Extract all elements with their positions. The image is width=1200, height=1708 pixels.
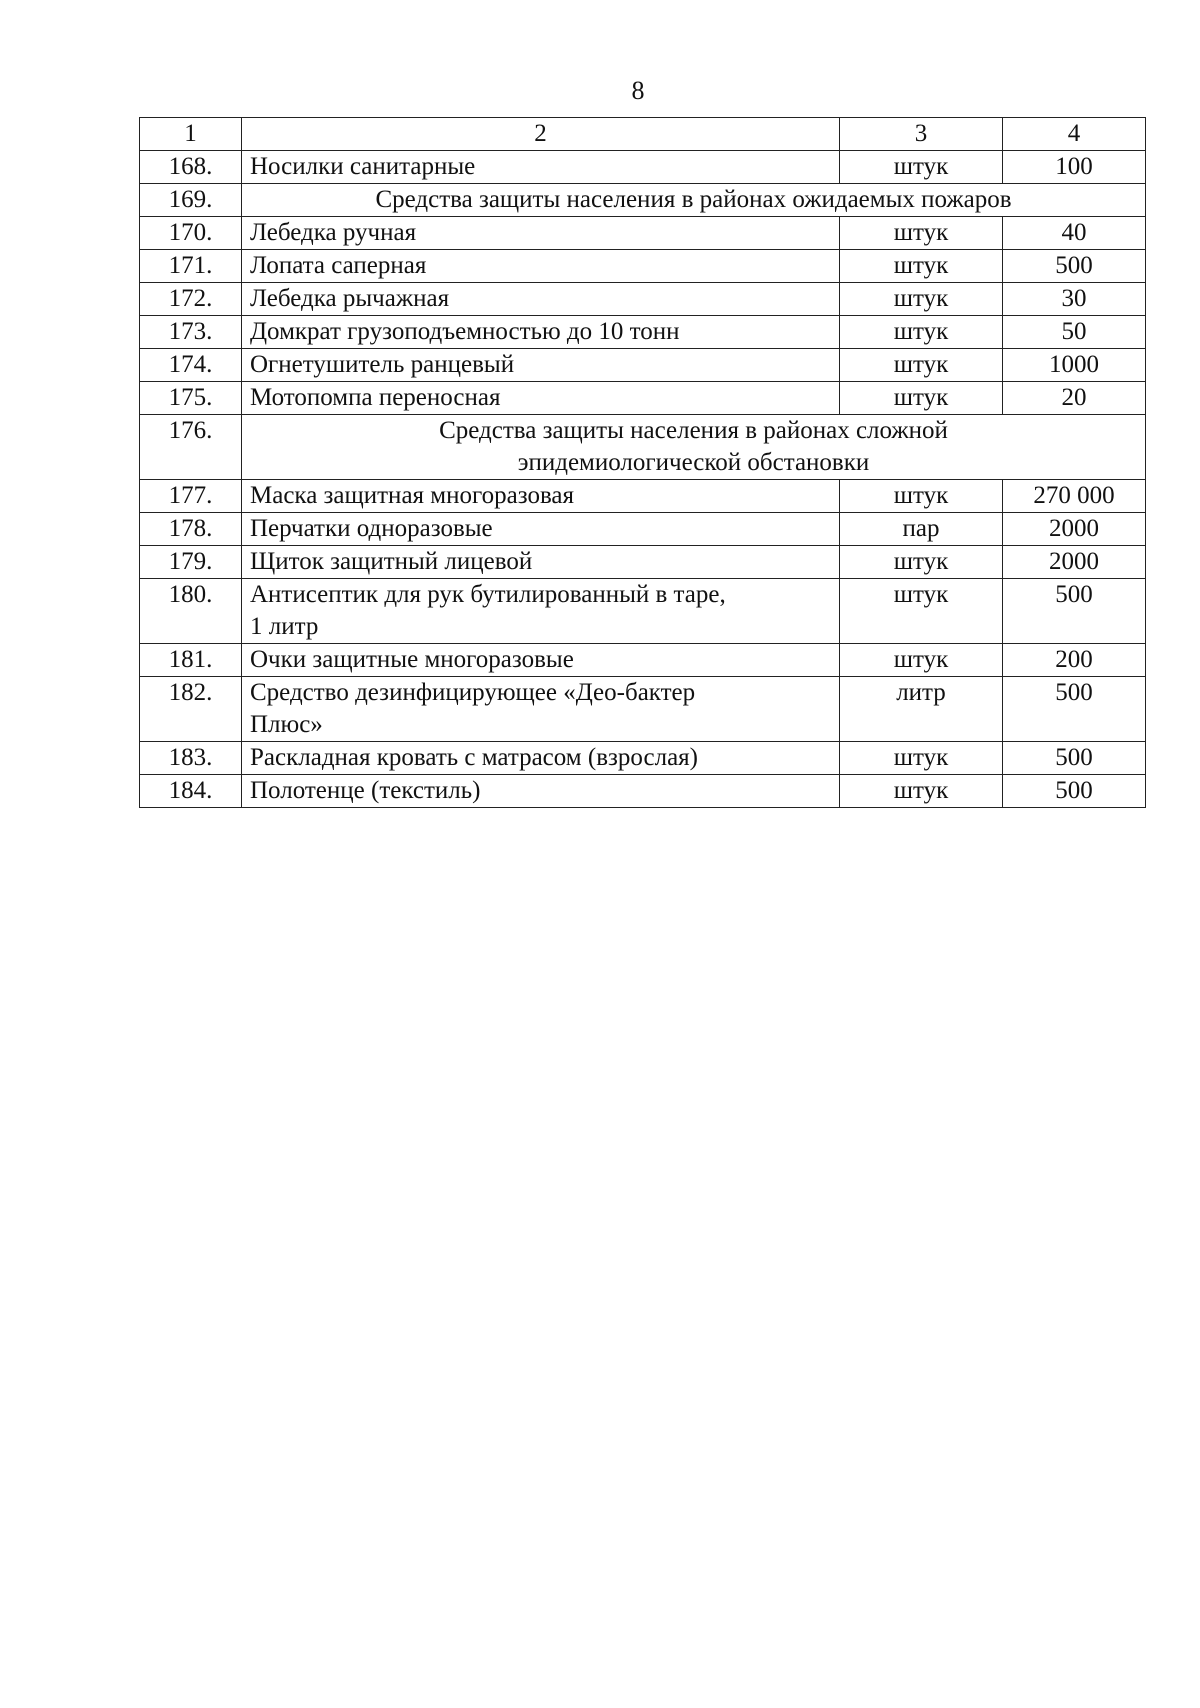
row-number: 171. (140, 250, 242, 283)
section-row (140, 184, 1146, 217)
row-number: 182. (140, 677, 242, 742)
item-unit: штук (840, 151, 1003, 184)
item-name: Щиток защитный лицевой (242, 546, 840, 579)
item-quantity: 500 (1003, 250, 1146, 283)
item-name: Маска защитная многоразовая (242, 480, 840, 513)
item-name: Лебедка ручная (242, 217, 840, 250)
item-name: Раскладная кровать с матрасом (взрослая) (242, 742, 840, 775)
item-unit: штук (840, 579, 1003, 644)
table-row (140, 579, 1146, 644)
item-name: Перчатки одноразовые (242, 513, 840, 546)
item-name: Домкрат грузоподъемностью до 10 тонн (242, 316, 840, 349)
table-row (140, 250, 1146, 283)
item-quantity: 100 (1003, 151, 1146, 184)
item-unit: штук (840, 480, 1003, 513)
item-quantity: 20 (1003, 382, 1146, 415)
item-name: Лопата саперная (242, 250, 840, 283)
item-quantity: 40 (1003, 217, 1146, 250)
row-number: 177. (140, 480, 242, 513)
table-row (140, 217, 1146, 250)
item-quantity: 30 (1003, 283, 1146, 316)
item-quantity: 500 (1003, 742, 1146, 775)
item-name: Огнетушитель ранцевый (242, 349, 840, 382)
table-row (140, 480, 1146, 513)
row-number: 184. (140, 775, 242, 808)
header-col-1: 1 (140, 118, 242, 151)
item-unit: штук (840, 546, 1003, 579)
item-unit: штук (840, 775, 1003, 808)
item-name-line: 1 литр (250, 613, 319, 640)
item-unit: штук (840, 349, 1003, 382)
item-unit: штук (840, 283, 1003, 316)
item-unit: штук (840, 250, 1003, 283)
item-name: Лебедка рычажная (242, 283, 840, 316)
table-row (140, 151, 1146, 184)
item-name-line: Плюс» (250, 711, 323, 738)
item-quantity: 500 (1003, 775, 1146, 808)
table-row (140, 513, 1146, 546)
supplies-table (139, 117, 1146, 808)
row-number: 183. (140, 742, 242, 775)
item-name-line: Средство дезинфицирующее «Део-бактер (250, 679, 696, 706)
item-name (242, 579, 840, 644)
row-number: 168. (140, 151, 242, 184)
section-title: Средства защиты населения в районах ожидаемых пожаров (242, 184, 1146, 217)
row-number: 169. (140, 184, 242, 217)
row-number: 179. (140, 546, 242, 579)
table-row (140, 283, 1146, 316)
row-number: 173. (140, 316, 242, 349)
row-number: 181. (140, 644, 242, 677)
header-col-2: 2 (242, 118, 840, 151)
table-row (140, 546, 1146, 579)
row-number: 175. (140, 382, 242, 415)
table-row (140, 382, 1146, 415)
item-name (242, 677, 840, 742)
table-row (140, 742, 1146, 775)
page-number: 8 (631, 76, 645, 105)
item-quantity: 270 000 (1003, 480, 1146, 513)
row-number: 174. (140, 349, 242, 382)
section-row (140, 415, 1146, 480)
item-quantity: 2000 (1003, 513, 1146, 546)
item-name: Полотенце (текстиль) (242, 775, 840, 808)
table-row (140, 316, 1146, 349)
item-quantity: 50 (1003, 316, 1146, 349)
section-title-line: Средства защиты населения в районах сложной (439, 417, 948, 444)
item-unit: штук (840, 382, 1003, 415)
header-col-3: 3 (840, 118, 1003, 151)
item-name: Носилки санитарные (242, 151, 840, 184)
section-title-line: эпидемиологической обстановки (517, 449, 870, 476)
row-number: 178. (140, 513, 242, 546)
item-unit: пар (840, 513, 1003, 546)
item-quantity: 500 (1003, 677, 1146, 742)
item-unit: штук (840, 316, 1003, 349)
table-row (140, 349, 1146, 382)
row-number: 180. (140, 579, 242, 644)
item-quantity: 1000 (1003, 349, 1146, 382)
table-row (140, 677, 1146, 742)
table-row (140, 644, 1146, 677)
item-name-line: Антисептик для рук бутилированный в таре, (250, 581, 726, 608)
item-quantity: 2000 (1003, 546, 1146, 579)
table-row (140, 775, 1146, 808)
item-quantity: 500 (1003, 579, 1146, 644)
item-unit: штук (840, 644, 1003, 677)
row-number: 170. (140, 217, 242, 250)
item-name: Очки защитные многоразовые (242, 644, 840, 677)
item-unit: штук (840, 217, 1003, 250)
section-title (242, 415, 1146, 480)
item-name: Мотопомпа переносная (242, 382, 840, 415)
item-unit: штук (840, 742, 1003, 775)
item-unit: литр (840, 677, 1003, 742)
row-number: 172. (140, 283, 242, 316)
header-col-4: 4 (1003, 118, 1146, 151)
table-header-row (140, 118, 1146, 151)
row-number: 176. (140, 415, 242, 480)
item-quantity: 200 (1003, 644, 1146, 677)
